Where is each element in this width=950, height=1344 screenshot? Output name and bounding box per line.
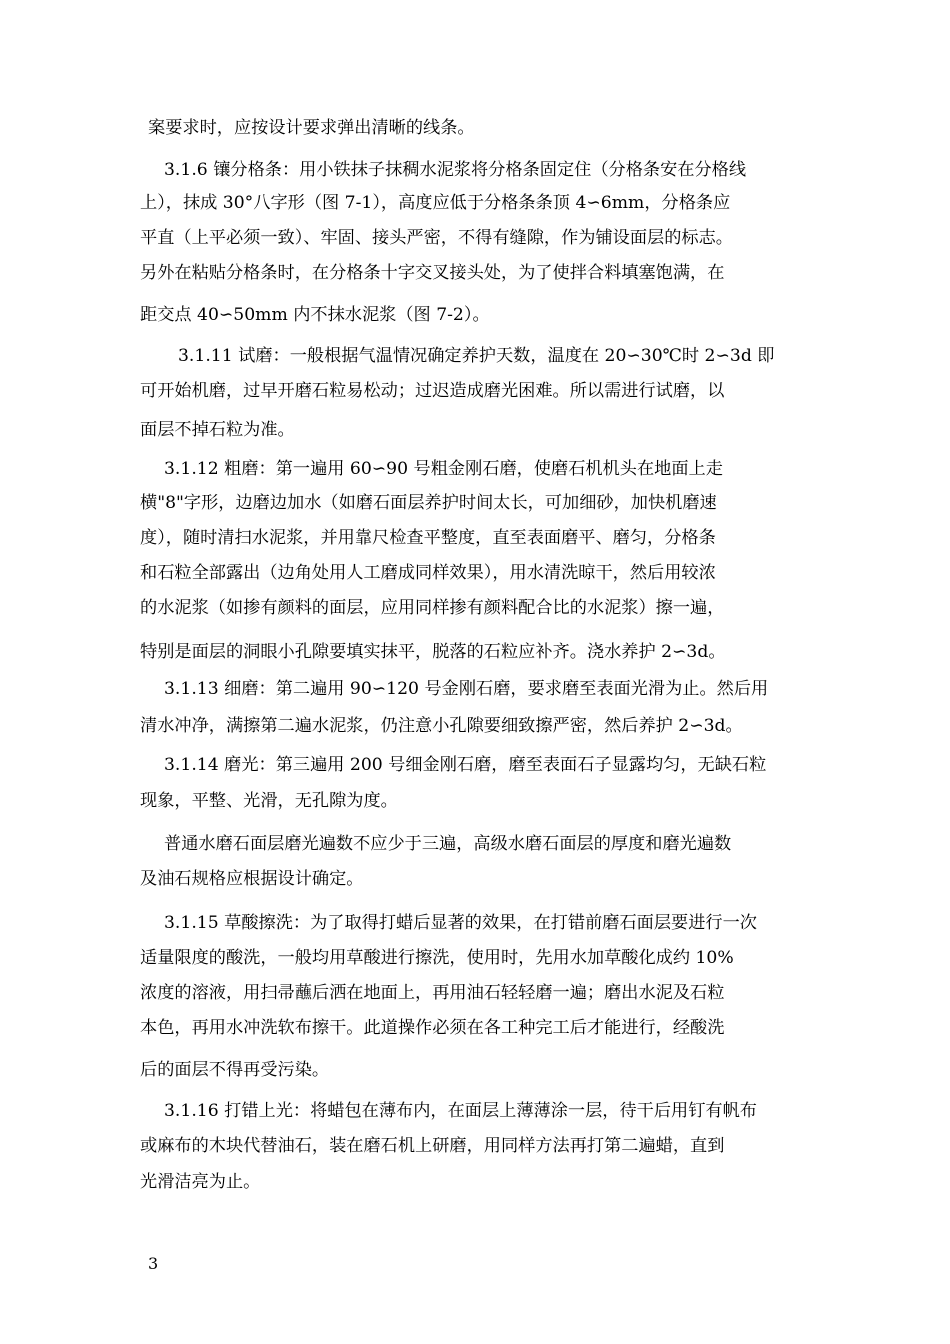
text-line: 或麻布的木块代替油石，装在磨石机上研磨，用同样方法再打第二遍蜡，直到 [140, 1136, 725, 1156]
text-line: 清水冲净，满擦第二遍水泥浆，仍注意小孔隙要细致擦严密，然后养护 2∽3d。 [140, 716, 743, 736]
text-line: 特别是面层的洞眼小孔隙要填实抹平，脱落的石粒应补齐。浇水养护 2∽3d。 [140, 642, 726, 662]
text-line: 和石粒全部露出（边角处用人工磨成同样效果），用水清洗晾干，然后用较浓 [140, 563, 716, 583]
text-line: 适量限度的酸洗，一般均用草酸进行擦洗，使用时，先用水加草酸化成约 10% [140, 948, 734, 968]
text-line: 浓度的溶液，用扫帚蘸后洒在地面上，再用油石轻轻磨一遍；磨出水泥及石粒 [140, 983, 725, 1003]
text-line: 的水泥浆（如掺有颜料的面层，应用同样掺有颜料配合比的水泥浆）擦一遍， [140, 598, 725, 618]
text-line: 及油石规格应根据设计确定。 [140, 869, 364, 889]
text-line: 面层不掉石粒为准。 [140, 420, 295, 440]
text-line: 现象，平整、光滑，无孔隙为度。 [140, 791, 398, 811]
text-line: 3.1.12 粗磨：第一遍用 60∽90 号粗金刚石磨，使磨石机机头在地面上走 [164, 459, 723, 479]
text-line: 平直（上平必须一致）、牢固、接头严密，不得有缝隙，作为铺设面层的标志。 [140, 228, 733, 248]
text-line: 距交点 40∽50mm 内不抹水泥浆（图 7-2）。 [140, 305, 490, 325]
text-line: 3.1.11 试磨：一般根据气温情况确定养护天数，温度在 20∽30℃时 2∽3d 即 [178, 346, 775, 366]
text-line: 光滑洁亮为止。 [140, 1172, 261, 1192]
text-line: 3.1.6 镶分格条：用小铁抹子抹稠水泥浆将分格条固定住（分格条安在分格线 [164, 160, 747, 180]
text-line: 后的面层不得再受污染。 [140, 1060, 330, 1080]
text-line: 本色，再用水冲洗软布擦干。此道操作必须在各工种完工后才能进行，经酸洗 [140, 1018, 725, 1038]
text-line: 普通水磨石面层磨光遍数不应少于三遍，高级水磨石面层的厚度和磨光遍数 [164, 834, 732, 854]
text-line: 横"8"字形，边磨边加水（如磨石面层养护时间太长，可加细砂，加快机磨速 [140, 493, 717, 513]
text-line: 可开始机磨，过早开磨石粒易松动；过迟造成磨光困难。所以需进行试磨，以 [140, 381, 725, 401]
text-line: 3.1.15 草酸擦洗：为了取得打蜡后显著的效果，在打错前磨石面层要进行一次 [164, 913, 757, 933]
text-line: 上），抹成 30°八字形（图 7-1），高度应低于分格条条顶 4∽6mm，分格条应 [140, 193, 731, 213]
text-line: 度），随时清扫水泥浆，并用靠尺检查平整度，直至表面磨平、磨匀，分格条 [140, 528, 716, 548]
text-line: 3.1.14 磨光：第三遍用 200 号细金刚石磨，磨至表面石子显露均匀，无缺石粒 [164, 755, 767, 775]
text-line: 另外在粘贴分格条时，在分格条十字交叉接头处，为了使拌合料填塞饱满，在 [140, 263, 725, 283]
text-line: 案要求时，应按设计要求弹出清晰的线条。 [148, 118, 475, 138]
page-number: 3 [148, 1254, 159, 1273]
text-line: 3.1.16 打错上光：将蜡包在薄布内，在面层上薄薄涂一层，待干后用钉有帆布 [164, 1101, 757, 1121]
text-line: 3.1.13 细磨：第二遍用 90∽120 号金刚石磨，要求磨至表面光滑为止。然后用 [164, 679, 769, 699]
